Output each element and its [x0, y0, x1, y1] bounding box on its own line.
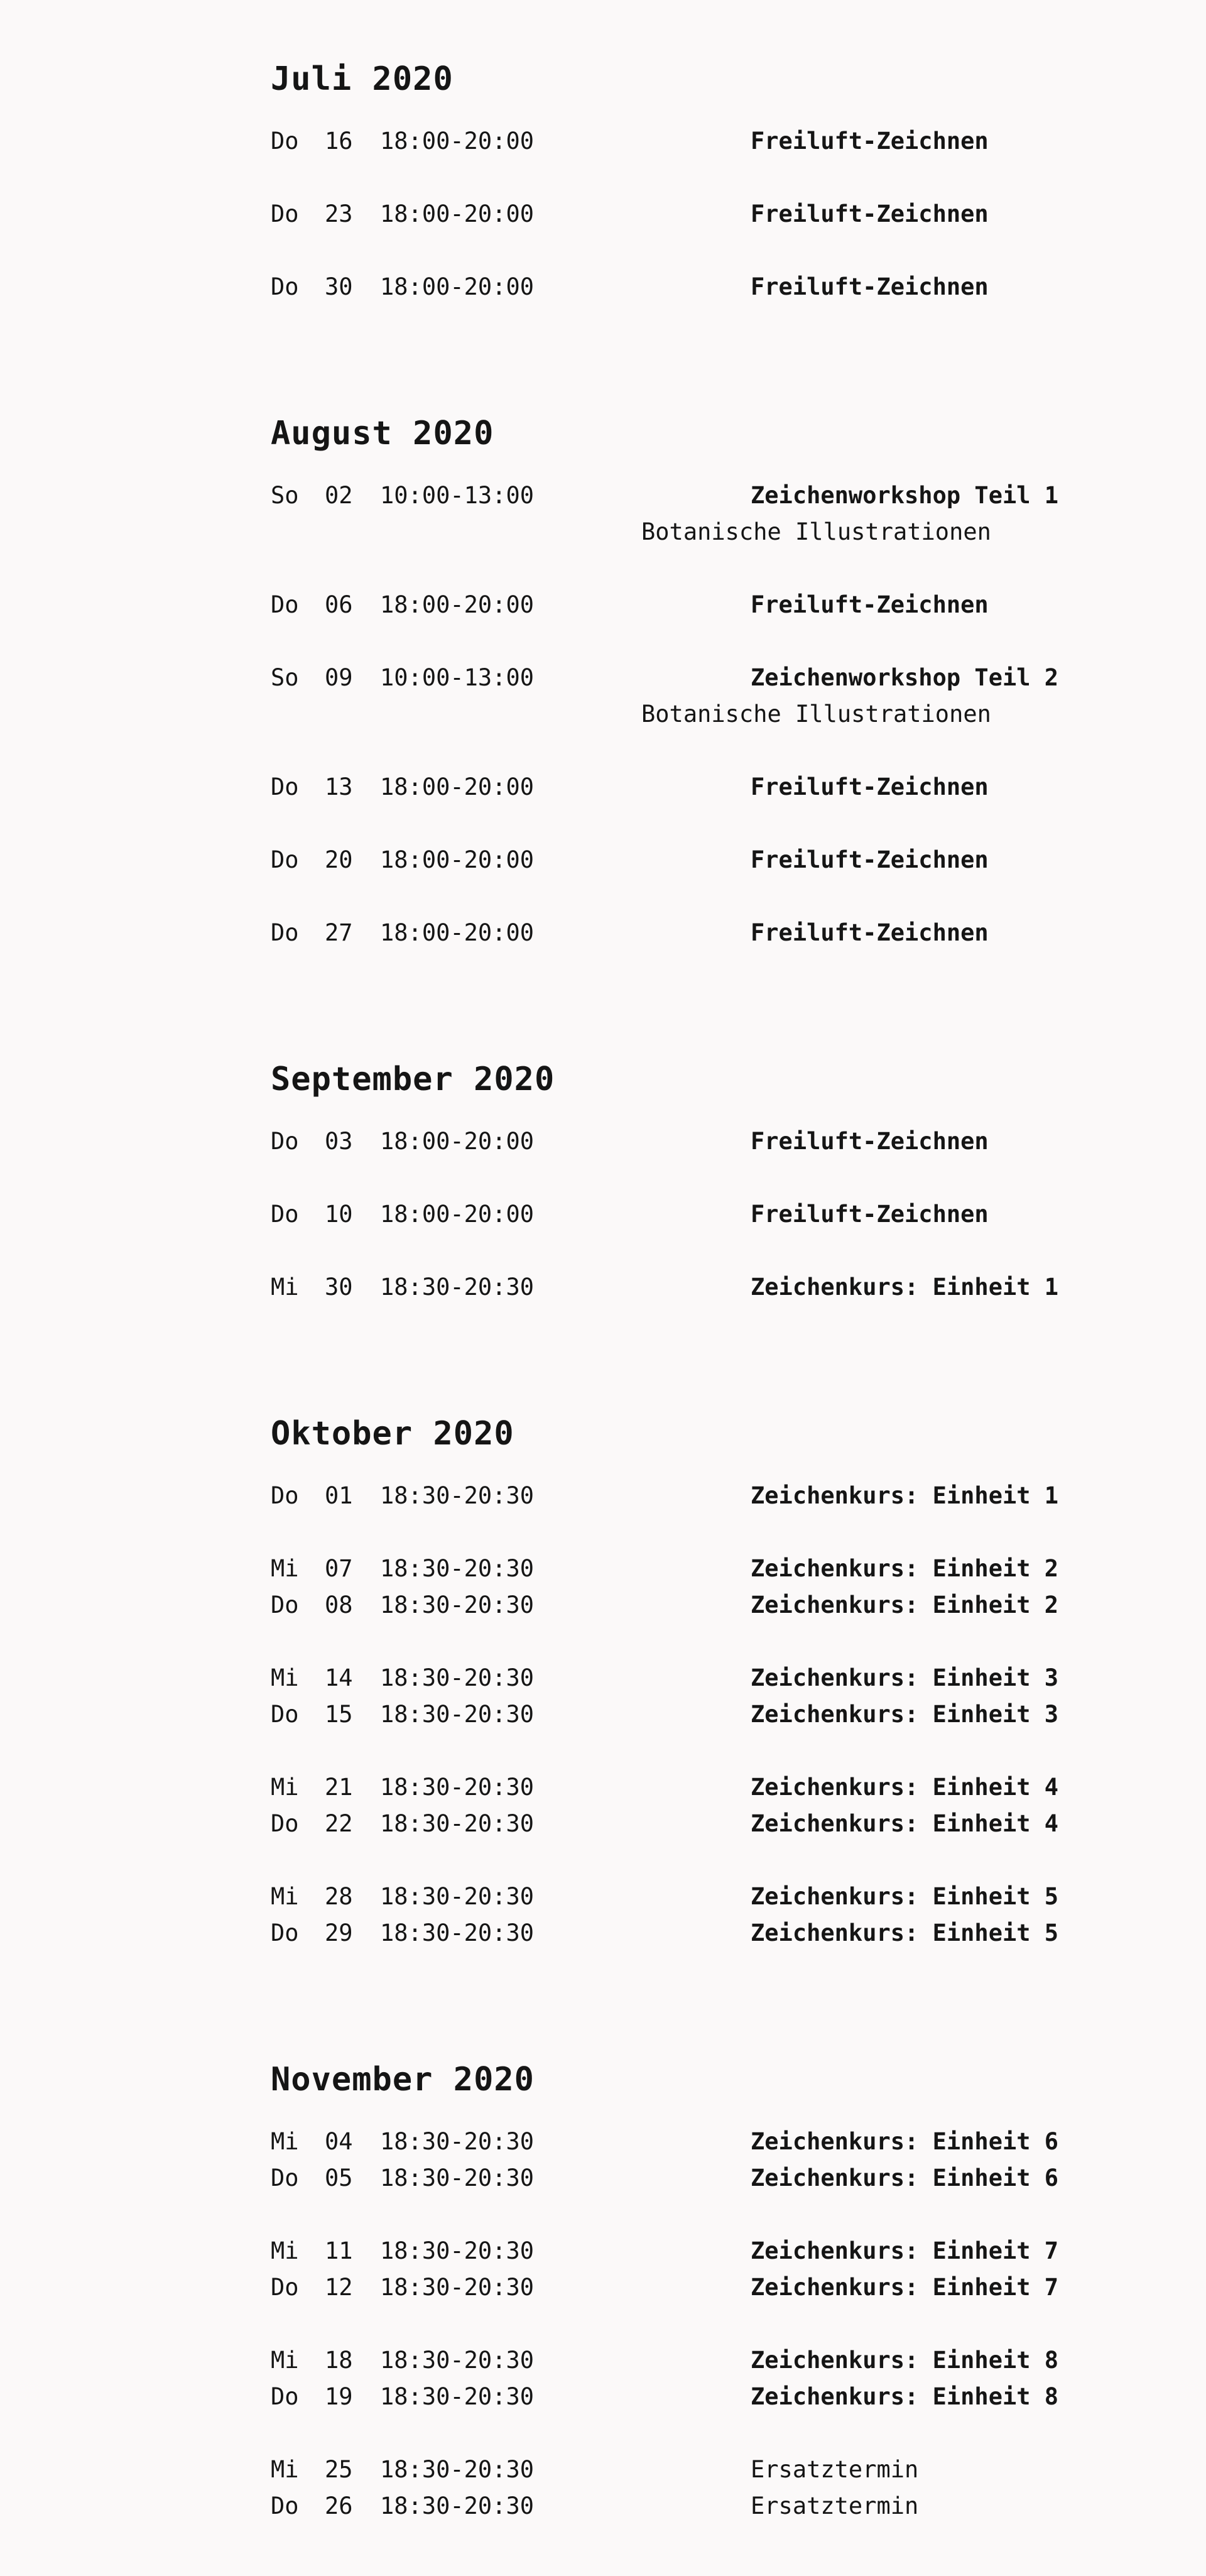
event-date: 27 [325, 919, 353, 946]
event-time: 18:30-20:30 [380, 1774, 535, 1801]
event-row [271, 660, 1062, 696]
event-title: Zeichenworkshop Teil 2 [751, 664, 1059, 691]
event-weekday: Mi [271, 1883, 299, 1910]
month-title: Oktober 2020 [271, 1415, 514, 1453]
event-weekday: Do [271, 273, 299, 300]
event-title: Zeichenkurs: Einheit 2 [751, 1591, 1059, 1618]
event-date: 09 [325, 664, 353, 691]
event-title: Zeichenkurs: Einheit 8 [751, 2347, 1059, 2374]
event-weekday: Mi [271, 1555, 299, 1582]
event-row [271, 1806, 1062, 1842]
event-row [271, 123, 1062, 160]
event-title: Zeichenkurs: Einheit 7 [751, 2237, 1059, 2264]
month-title: Juli 2020 [271, 60, 454, 98]
event-time: 18:30-20:30 [380, 1919, 535, 1946]
event-group [271, 1478, 1062, 1514]
event-weekday: Do [271, 200, 299, 227]
event-title: Freiluft-Zeichnen [751, 200, 989, 227]
event-time: 18:30-20:30 [380, 2274, 535, 2301]
event-weekday: Do [271, 1591, 299, 1618]
month-section [271, 1003, 1062, 1357]
event-group [271, 269, 1062, 305]
event-time: 18:30-20:30 [380, 2456, 535, 2483]
month-section [271, 2003, 1062, 2576]
event-date: 28 [325, 1883, 353, 1910]
event-time: 18:00-20:00 [380, 1201, 535, 1228]
event-time: 18:30-20:30 [380, 2347, 535, 2374]
event-weekday: Do [271, 2164, 299, 2191]
event-weekday: Mi [271, 2237, 299, 2264]
event-weekday: So [271, 664, 299, 691]
event-subtitle: Botanische Illustrationen [641, 518, 991, 545]
event-row [271, 587, 1062, 623]
event-time: 18:00-20:00 [380, 846, 535, 873]
event-row [271, 1269, 1062, 1306]
event-group [271, 915, 1062, 951]
event-time: 18:30-20:30 [380, 1701, 535, 1728]
event-title: Ersatztermin [751, 2492, 919, 2519]
month-section [271, 1357, 1062, 2003]
event-date: 06 [325, 591, 353, 618]
event-time: 18:00-20:00 [380, 200, 535, 227]
event-title: Zeichenkurs: Einheit 7 [751, 2274, 1059, 2301]
event-title: Freiluft-Zeichnen [751, 128, 989, 155]
event-time: 18:30-20:30 [380, 2492, 535, 2519]
event-title: Zeichenkurs: Einheit 5 [751, 1883, 1059, 1910]
event-group [271, 2124, 1062, 2197]
event-title: Freiluft-Zeichnen [751, 919, 989, 946]
event-group [271, 1551, 1062, 1624]
event-row [271, 2452, 1062, 2488]
event-time: 10:00-13:00 [380, 664, 535, 691]
event-date: 14 [325, 1664, 353, 1691]
event-weekday: Do [271, 1701, 299, 1728]
event-row [271, 1123, 1062, 1160]
event-row [271, 269, 1062, 305]
event-weekday: Mi [271, 1774, 299, 1801]
event-group [271, 1196, 1062, 1233]
event-date: 08 [325, 1591, 353, 1618]
event-date: 19 [325, 2383, 353, 2410]
event-group [271, 587, 1062, 623]
event-date: 30 [325, 1274, 353, 1301]
event-time: 18:30-20:30 [380, 2164, 535, 2191]
event-row [271, 1696, 1062, 1733]
event-date: 25 [325, 2456, 353, 2483]
event-group [271, 660, 1062, 733]
event-time: 18:00-20:00 [380, 919, 535, 946]
month-title: September 2020 [271, 1061, 555, 1098]
event-weekday: Mi [271, 2128, 299, 2155]
event-time: 18:00-20:00 [380, 1128, 535, 1155]
event-time: 18:30-20:30 [380, 1274, 535, 1301]
month-section [271, 357, 1062, 1003]
event-row [271, 2342, 1062, 2379]
event-group [271, 1269, 1062, 1306]
event-row [271, 842, 1062, 878]
event-weekday: Do [271, 919, 299, 946]
event-title: Freiluft-Zeichnen [751, 846, 989, 873]
event-weekday: Do [271, 1810, 299, 1837]
event-group [271, 842, 1062, 878]
event-date: 16 [325, 128, 353, 155]
event-row [271, 2379, 1062, 2415]
event-title: Zeichenkurs: Einheit 4 [751, 1810, 1059, 1837]
event-title: Zeichenkurs: Einheit 3 [751, 1701, 1059, 1728]
month-title: August 2020 [271, 415, 494, 452]
event-time: 18:30-20:30 [380, 1664, 535, 1691]
event-weekday: Do [271, 1201, 299, 1228]
event-row [271, 915, 1062, 951]
event-date: 12 [325, 2274, 353, 2301]
event-title: Zeichenkurs: Einheit 1 [751, 1482, 1059, 1509]
event-date: 15 [325, 1701, 353, 1728]
event-group [271, 196, 1062, 232]
event-group [271, 478, 1062, 550]
event-group [271, 1660, 1062, 1733]
event-row [271, 1879, 1062, 1915]
event-title: Freiluft-Zeichnen [751, 1201, 989, 1228]
event-row [271, 1769, 1062, 1806]
event-time: 18:30-20:30 [380, 1883, 535, 1910]
event-title: Freiluft-Zeichnen [751, 591, 989, 618]
event-date: 18 [325, 2347, 353, 2374]
event-date: 29 [325, 1919, 353, 1946]
event-schedule [271, 0, 1062, 2576]
event-weekday: Do [271, 773, 299, 800]
event-time: 18:30-20:30 [380, 1482, 535, 1509]
event-group [271, 769, 1062, 805]
event-title: Zeichenkurs: Einheit 5 [751, 1919, 1059, 1946]
event-weekday: Do [271, 846, 299, 873]
event-date: 21 [325, 1774, 353, 1801]
event-date: 30 [325, 273, 353, 300]
event-weekday: Mi [271, 2347, 299, 2374]
event-row [271, 2160, 1062, 2197]
event-row [271, 2488, 1062, 2524]
event-date: 05 [325, 2164, 353, 2191]
event-time: 18:30-20:30 [380, 2383, 535, 2410]
event-title: Zeichenkurs: Einheit 3 [751, 1664, 1059, 1691]
event-weekday: Do [271, 1128, 299, 1155]
event-time: 18:30-20:30 [380, 2237, 535, 2264]
event-date: 13 [325, 773, 353, 800]
event-date: 04 [325, 2128, 353, 2155]
event-time: 18:30-20:30 [380, 1555, 535, 1582]
event-title: Freiluft-Zeichnen [751, 273, 989, 300]
event-weekday: Do [271, 2383, 299, 2410]
event-time: 18:00-20:00 [380, 591, 535, 618]
event-time: 18:30-20:30 [380, 1810, 535, 1837]
event-weekday: Mi [271, 2456, 299, 2483]
event-date: 22 [325, 1810, 353, 1837]
event-weekday: Do [271, 2274, 299, 2301]
event-group [271, 2342, 1062, 2415]
event-weekday: Do [271, 1919, 299, 1946]
event-title: Freiluft-Zeichnen [751, 1128, 989, 1155]
event-weekday: Do [271, 1482, 299, 1509]
event-time: 18:00-20:00 [380, 128, 535, 155]
event-group [271, 1769, 1062, 1842]
event-weekday: So [271, 482, 299, 509]
event-row [271, 769, 1062, 805]
event-title: Ersatztermin [751, 2456, 919, 2483]
event-weekday: Mi [271, 1664, 299, 1691]
event-row [271, 2233, 1062, 2269]
event-row [271, 196, 1062, 232]
event-title: Freiluft-Zeichnen [751, 773, 989, 800]
event-title: Zeichenkurs: Einheit 6 [751, 2128, 1059, 2155]
event-time: 18:00-20:00 [380, 773, 535, 800]
event-date: 02 [325, 482, 353, 509]
event-row [271, 1551, 1062, 1587]
month-title: November 2020 [271, 2061, 535, 2098]
month-section [271, 0, 1062, 357]
event-title: Zeichenworkshop Teil 1 [751, 482, 1059, 509]
event-title: Zeichenkurs: Einheit 1 [751, 1274, 1059, 1301]
event-time: 18:30-20:30 [380, 2128, 535, 2155]
event-title: Zeichenkurs: Einheit 8 [751, 2383, 1059, 2410]
event-row [271, 1660, 1062, 1696]
event-group [271, 2452, 1062, 2524]
event-group [271, 1123, 1062, 1160]
event-group [271, 123, 1062, 160]
event-weekday: Do [271, 2492, 299, 2519]
event-date: 03 [325, 1128, 353, 1155]
event-date: 07 [325, 1555, 353, 1582]
event-date: 26 [325, 2492, 353, 2519]
event-weekday: Do [271, 128, 299, 155]
event-time: 10:00-13:00 [380, 482, 535, 509]
event-time: 18:30-20:30 [380, 1591, 535, 1618]
event-row [271, 1587, 1062, 1624]
event-date: 11 [325, 2237, 353, 2264]
event-weekday: Do [271, 591, 299, 618]
event-row [271, 2269, 1062, 2306]
event-title: Zeichenkurs: Einheit 6 [751, 2164, 1059, 2191]
event-row [271, 1478, 1062, 1514]
event-row [271, 1915, 1062, 1951]
event-group [271, 1879, 1062, 1951]
event-row [271, 478, 1062, 514]
event-weekday: Mi [271, 1274, 299, 1301]
event-date: 10 [325, 1201, 353, 1228]
event-time: 18:00-20:00 [380, 273, 535, 300]
event-group [271, 2233, 1062, 2306]
event-date: 20 [325, 846, 353, 873]
event-row [271, 2124, 1062, 2160]
event-date: 23 [325, 200, 353, 227]
event-subtitle: Botanische Illustrationen [641, 701, 991, 728]
event-title: Zeichenkurs: Einheit 2 [751, 1555, 1059, 1582]
event-date: 01 [325, 1482, 353, 1509]
event-row [271, 1196, 1062, 1233]
event-title: Zeichenkurs: Einheit 4 [751, 1774, 1059, 1801]
